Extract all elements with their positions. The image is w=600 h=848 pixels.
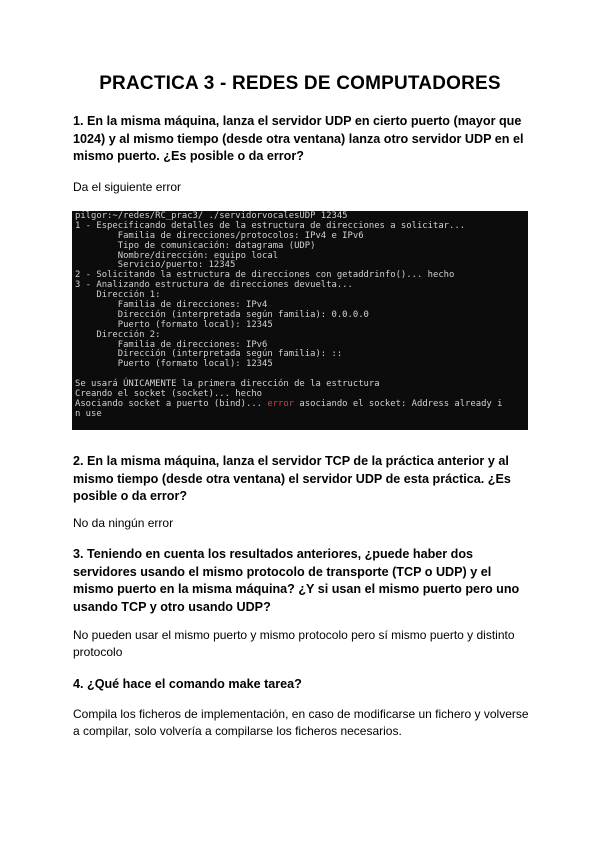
terminal-line: Dirección 1:: [75, 290, 161, 301]
terminal-line: Se usará ÚNICAMENTE la primera dirección de la estructura: [75, 379, 380, 390]
terminal-line: n use: [75, 408, 102, 419]
terminal-line: Servicio/puerto: 12345: [75, 260, 236, 271]
question-2: 2. En la misma máquina, lanza el servidor TCP de la práctica anterior y al mismo tiempo (desde otra ventana) el servidor UDP de esta práctica. ¿Es posible o da error?: [73, 454, 511, 503]
terminal-line: Puerto (formato local): 12345: [75, 319, 273, 330]
terminal-line: Nombre/dirección: equipo local: [75, 250, 279, 261]
answer-3: No pueden usar el mismo puerto y mismo protocolo pero sí mismo puerto y distinto protocolo: [73, 628, 515, 659]
terminal-line: 1 - Especificando detalles de la estructura de direcciones a solicitar...: [75, 220, 466, 231]
terminal-line: Puerto (formato local): 12345: [75, 359, 273, 370]
terminal-line: 2 - Solicitando la estructura de direcciones con getaddrinfo()... hecho: [75, 270, 455, 281]
bind-prefix: Asociando socket a puerto (bind)...: [75, 398, 268, 409]
terminal-line: Dirección (interpretada según familia): ::: [75, 349, 343, 360]
page-title: PRACTICA 3 - REDES DE COMPUTADORES: [99, 73, 501, 94]
answer-4: Compila los ficheros de implementación, en caso de modificarse un fichero y volverse a compilar, solo volvería a compilarse los ficheros necesarios.: [73, 707, 529, 738]
error-word: error: [267, 398, 295, 409]
terminal-line: Dirección 2:: [75, 329, 161, 340]
question-3: 3. Teniendo en cuenta los resultados anteriores, ¿puede haber dos servidores usando el mismo protocolo de transporte (TCP o UDP) y el mismo puerto en la misma máquina? ¿Y si usan el mismo puerto pero uno usando TCP y otro usando UDP?: [73, 547, 520, 614]
terminal-line: Creando el socket (socket)... hecho: [75, 389, 263, 400]
answer-2: No da ningún error: [73, 516, 174, 530]
terminal-screenshot: [72, 211, 528, 430]
terminal-line: pilgor:~/redes/RC_prac3/ ./servidorvocalesUDP 12345: [75, 211, 348, 221]
bind-suffix: asociando el socket: Address already i: [294, 398, 503, 409]
terminal-line: Familia de direcciones: IPv4: [75, 300, 268, 311]
terminal-line: Familia de direcciones: IPv6: [75, 339, 268, 350]
terminal-line: Familia de direcciones/protocolos: IPv4 e IPv6: [75, 230, 364, 241]
terminal-line-bind: [75, 400, 528, 410]
answer-1: Da el siguiente error: [73, 180, 182, 194]
terminal-line: 3 - Analizando estructura de direcciones devuelta...: [75, 280, 353, 291]
terminal-line: Tipo de comunicación: datagrama (UDP): [75, 240, 316, 251]
terminal-line: Dirección (interpretada según familia): 0.0.0.0: [75, 309, 369, 320]
question-4: 4. ¿Qué hace el comando make tarea?: [73, 677, 302, 691]
question-1: 1. En la misma máquina, lanza el servidor UDP en cierto puerto (mayor que 1024) y al mismo tiempo (desde otra ventana) lanza otro servidor UDP en el mismo puerto. ¿Es posible o da error?: [73, 114, 524, 163]
